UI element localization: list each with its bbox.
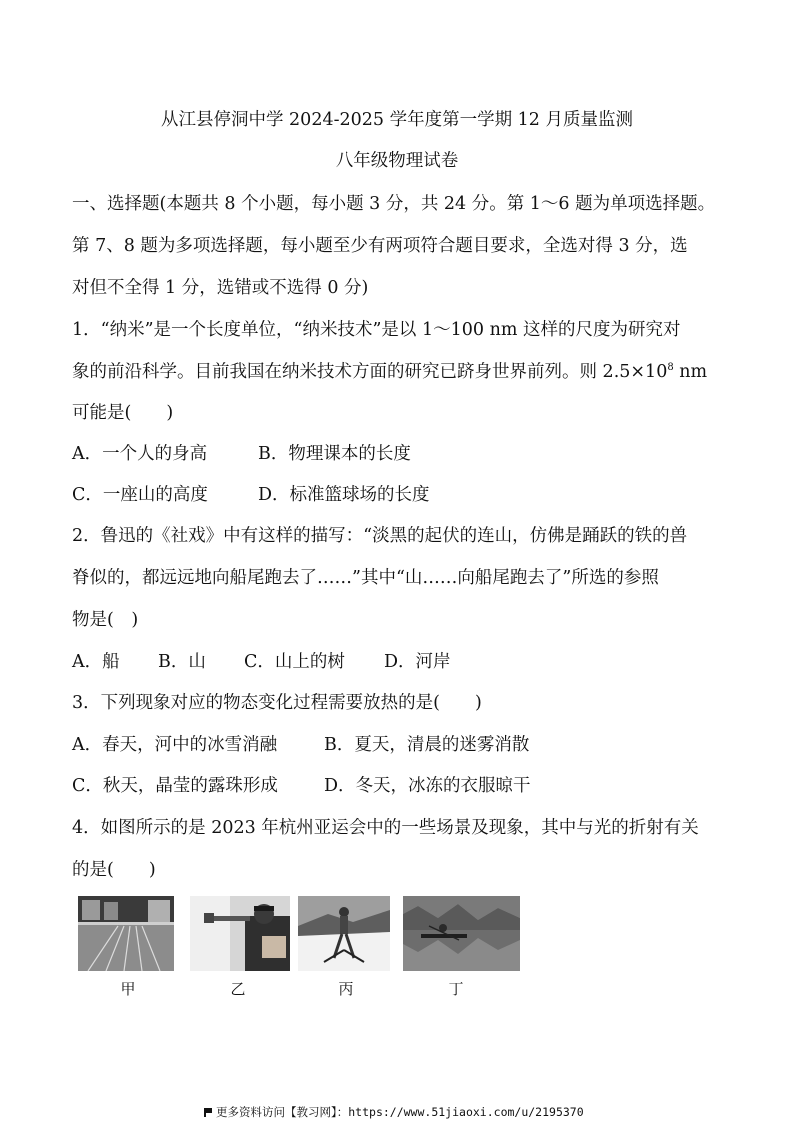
footer-text[interactable]: 更多资料访问【教习网】：https://www.51jiaoxi.com/u/2195370 <box>216 1105 584 1119</box>
q2-stem-line-3: 物是( ) <box>72 610 139 630</box>
photo-jia-swimming-pool <box>78 896 174 971</box>
q3-stem: 3．下列现象对应的物态变化过程需要放热的是( ) <box>72 693 482 713</box>
section-intro-line-2: 第 7、8 题为多项选择题，每小题至少有两项符合题目要求，全选对得 3 分，选 <box>72 236 688 256</box>
section-intro-line-1: 一、选择题(本题共 8 个小题，每小题 3 分，共 24 分。第 1～6 题为单项选择题。 <box>72 194 716 214</box>
photo-yi-shooting <box>190 896 290 971</box>
q1-options-row-2 <box>72 481 430 506</box>
q4-stem-line-1: 4．如图所示的是 2023 年杭州亚运会中的一些场景及现象，其中与光的折射有关 <box>72 818 699 838</box>
caption-bing: 丙 <box>338 980 354 998</box>
photo-bing-skiing <box>298 896 390 971</box>
q3-option-c[interactable]: C．秋天，晶莹的露珠形成 <box>72 776 278 796</box>
q3-option-a[interactable]: A．春天，河中的冰雪消融 <box>72 735 278 755</box>
q4-stem-line-2: 的是( ) <box>72 860 156 880</box>
q3-option-d[interactable]: D．冬天，冰冻的衣服晾干 <box>324 776 531 796</box>
q1-stem-text: 象的前沿科学。目前我国在纳米技术方面的研究已跻身世界前列。则 2.5×10 <box>72 362 668 382</box>
q1-option-a[interactable]: A．一个人的身高 <box>72 444 208 464</box>
q2-stem-line-1: 2．鲁迅的《社戏》中有这样的描写：“淡黑的起伏的连山，仿佛是踊跃的铁的兽 <box>72 526 688 546</box>
q1-options-row-1 <box>72 440 411 465</box>
q2-option-b[interactable]: B．山 <box>158 652 206 672</box>
photo-ding-canoe-reflection <box>403 896 520 971</box>
q1-exponent: 8 <box>667 362 674 374</box>
exam-title: 从江县停洞中学 2024-2025 学年度第一学期 12 月质量监测 <box>160 110 633 130</box>
q3-option-b[interactable]: B．夏天，清晨的迷雾消散 <box>324 735 530 755</box>
q2-option-c[interactable]: C．山上的树 <box>244 652 345 672</box>
caption-jia: 甲 <box>120 980 136 998</box>
q1-stem-line-2 <box>72 358 732 383</box>
caption-ding: 丁 <box>448 980 464 998</box>
section-intro-line-3: 对但不全得 1 分，选错或不选得 0 分) <box>72 278 369 298</box>
q2-option-a[interactable]: A．船 <box>72 652 120 672</box>
q1-unit: nm <box>673 362 708 382</box>
q1-stem-line-1: 1．“纳米”是一个长度单位，“纳米技术”是以 1～100 nm 这样的尺度为研究对 <box>72 320 681 340</box>
q2-options-row <box>72 648 451 673</box>
q1-option-c[interactable]: C．一座山的高度 <box>72 485 208 505</box>
caption-yi: 乙 <box>230 980 246 998</box>
flag-icon <box>204 1108 212 1117</box>
q1-option-b[interactable]: B．物理课本的长度 <box>258 444 411 464</box>
q2-option-d[interactable]: D．河岸 <box>384 652 451 672</box>
q1-stem-line-3: 可能是( ) <box>72 403 174 423</box>
q3-options-row-2 <box>72 772 531 797</box>
exam-subtitle: 八年级物理试卷 <box>335 151 459 171</box>
q2-stem-line-2: 脊似的，都远远地向船尾跑去了……”其中“山……向船尾跑去了”所选的参照 <box>72 568 659 588</box>
q3-options-row-1 <box>72 731 529 756</box>
q1-option-d[interactable]: D．标准篮球场的长度 <box>258 485 430 505</box>
footer-link[interactable] <box>204 1104 584 1120</box>
